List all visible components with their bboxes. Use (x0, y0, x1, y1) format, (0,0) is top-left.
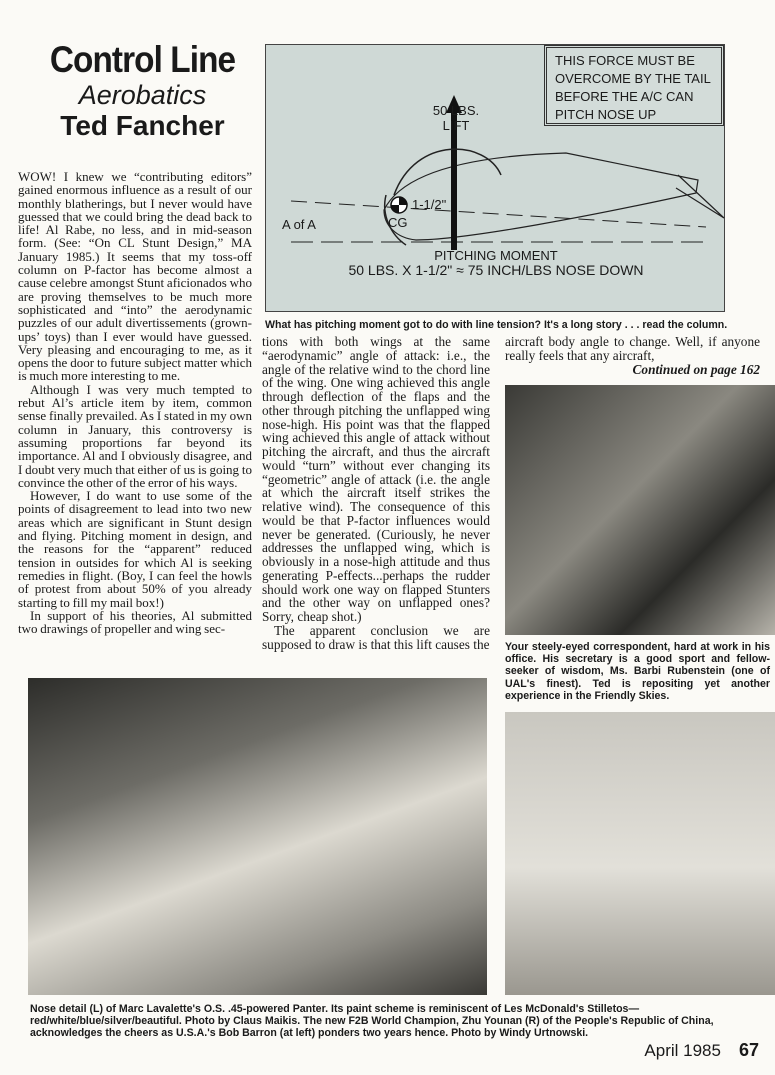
paragraph: tions with both wings at the same “aerodynamic” angle of attack: i.e., the angle of the relative wind to the chord line of the wing. One wing achieved this angle through deflection of the flaps and the other through pitching the unflapped wing nose-high. His point was that the flapped wing achieved this angle of attack without pitching the aircraft, and thus the aircraft would “turn” without ever changing its “geometric” angle of attack (i.e. the angle at which the aircraft itself strikes the relative wind). The consequence of this would be that P-factor influences would never be generated. (Curiously, he never addresses the unflapped wing, which is obviously in a nose-high attitude and thus generating P-effects...perhaps the rudder should work one way on flapped Stunters and the other way on unflapped ones? Sorry, cheap shot.) (262, 334, 490, 624)
paragraph: aircraft body angle to change. Well, if anyone really feels that any aircraft, (505, 334, 760, 363)
pitching-moment-diagram (265, 44, 725, 312)
aoa-label: A of A (282, 217, 316, 232)
text-column-2 (262, 335, 490, 651)
text-column-3 (505, 335, 760, 376)
office-photo (505, 385, 775, 635)
diagram-caption: What has pitching moment got to do with line tension? It's a long story . . . read the column. (265, 319, 728, 331)
paragraph: However, I do want to use some of the points of disagreement to lead into two new areas which are significant in Stunt design and flying. Pitching moment in design, and the reasons for the “apparent” reduced tension in outsides for which Al is seeking remedies in flight. (Boy, I can feel the howls of protest from about 50% of you already starting to fill my mail box!) (18, 488, 252, 610)
column-subtitle: Aerobatics (78, 80, 207, 110)
paragraph: In support of his theories, Al submitted two drawings of propeller and wing sec- (18, 607, 252, 637)
photos-caption: Nose detail (L) of Marc Lavalette's O.S. .45-powered Panter. Its paint scheme is reminiscent of Les McDonald's Stilletos—red/white/blue/silver/beautiful. Photo by Claus Maikis. The new F2B World Champion, Zhu Younan (R) of the People's Republic of China, acknowledges the cheers as U.S.A.'s Bob Barron (at left) ponders two years hence. Photo by Windy Urtnowski. (30, 1003, 714, 1040)
force-note-box: THIS FORCE MUST BE OVERCOME BY THE TAIL BEFORE THE A/C CAN PITCH NOSE UP (544, 45, 724, 126)
article-header (20, 40, 265, 142)
office-photo-caption: Your steely-eyed correspondent, hard at work in his office. His secretary is a good sport and fellow-seeker of wisdom, Ms. Barbi Rubenstein (one of UAL's finest). Ted is repositing yet another experience in the Friendly Skies. (505, 641, 770, 702)
paragraph: Although I was very much tempted to rebut Al’s article item by item, common sense finally prevailed. As I stated in my own column in January, this controversy is assuming proportions far beyond its importance. Al and I obviously disagree, and I doubt very much that either of us is going to convince the other of the error of his ways. (18, 381, 252, 490)
panter-nose-photo (28, 678, 487, 995)
paragraph: The apparent conclusion we are supposed to draw is that this lift causes the (262, 622, 490, 652)
paragraph: WOW! I knew we “contributing editors” gained enormous influence as a result of our monthly blatherings, but I never would have guessed that we could bring the dead back to life! Al Rabe, no less, and in mid-season form. (See: “On CL Stunt Design,” MA January 1985.) It seems that my toss-off column on P-factor has become almost a cause celebre amongst Stunt aficionados who are proving themselves to be much more sophisticated and “into” the aerodynamic puzzles of our adult divertissements (grown-ups’ toys) than I ever would have guessed. Very pleasing and encouraging to me, as it opens the door to future subject matter which is much more interesting to me. (18, 169, 252, 384)
column-title: Control Line (49, 39, 236, 80)
page-footer (644, 1040, 759, 1061)
world-champion-photo (505, 712, 775, 995)
text-column-1 (18, 170, 252, 635)
issue-date: April 1985 (644, 1041, 721, 1060)
author-name: Ted Fancher (60, 110, 225, 141)
cg-label: CG (388, 215, 408, 230)
lift-label: 50 LBS. LIFT (432, 103, 480, 133)
moment-label: PITCHING MOMENT 50 LBS. X 1-1/2" ≈ 75 INCH/LBS NOSE DOWN (348, 248, 644, 278)
continued-link[interactable]: Continued on page 162 (632, 361, 760, 377)
arm-label: 1-1/2" (412, 197, 447, 212)
page-number: 67 (738, 1040, 759, 1060)
